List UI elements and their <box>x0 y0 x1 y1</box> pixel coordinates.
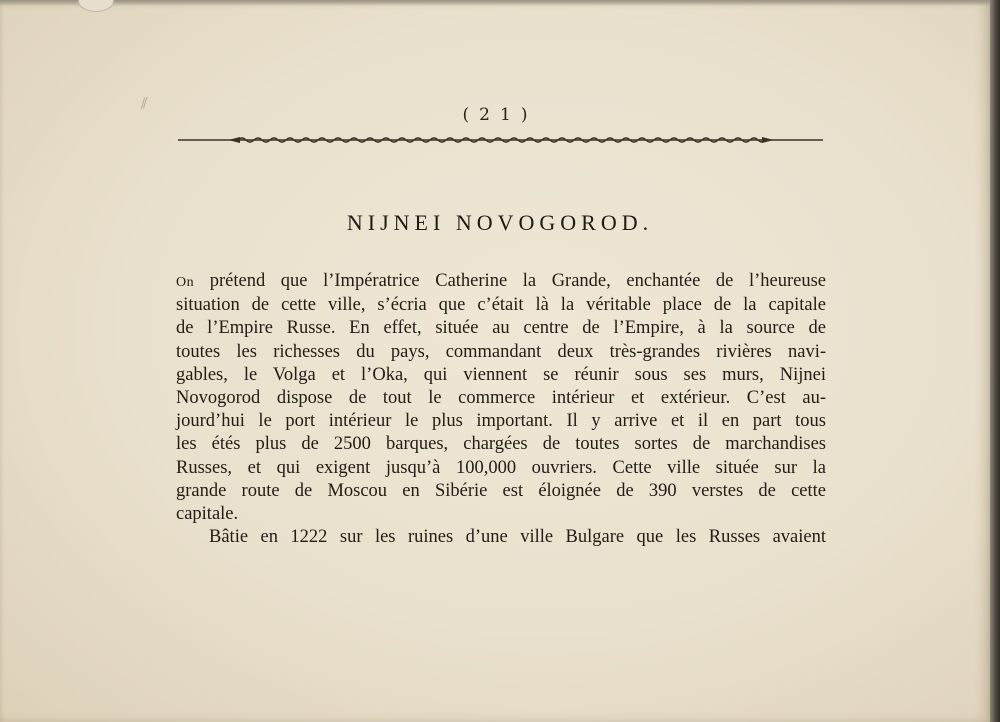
page-number <box>440 105 560 125</box>
page-number-value: 21 <box>479 105 521 125</box>
text-line: capitale. <box>176 504 239 525</box>
text-line: les étés plus de 2500 barques, chargées de toutes sortes de marchandises <box>176 434 826 455</box>
decorative-rule <box>178 134 823 146</box>
drop-word: On <box>176 275 195 290</box>
text-line-rest: prétend que l’Impératrice Catherine la Grande, enchantée de l’heureuse <box>194 271 826 291</box>
text-line: Russes, et qui exigent jusqu’à 100,000 ouvriers. Cette ville située sur la <box>176 457 826 478</box>
text-line: toutes les richesses du pays, commandant deux très-grandes rivières navi- <box>176 341 826 362</box>
margin-pencil-mark: ⁄⁄ <box>140 95 149 113</box>
text-line: Novogorod dispose de tout le commerce intérieur et extérieur. C’est au- <box>176 388 826 409</box>
body-paragraph <box>176 270 826 549</box>
page-top-edge <box>0 0 990 6</box>
text-line: Bâtie en 1222 sur les ruines d’une ville Bulgare que les Russes avaient <box>209 527 826 548</box>
page-number-open-paren: ( <box>462 105 480 125</box>
page-hole <box>78 0 114 12</box>
page-number-close-paren: ) <box>520 105 538 125</box>
chapter-title: NIJNEI NOVOGOROD. <box>346 210 654 235</box>
text-line: situation de cette ville, s’écria que c’était là la véritable place de la capitale <box>176 295 826 316</box>
text-line: de l’Empire Russe. En effet, située au centre de l’Empire, à la source de <box>176 318 826 339</box>
text-line <box>176 270 826 294</box>
page-edge-shadow <box>990 0 1000 722</box>
text-line: grande route de Moscou en Sibérie est éloignée de 390 verstes de cette <box>176 480 826 501</box>
text-line: jourd’hui le port intérieur le plus important. Il y arrive et il en part tous <box>176 411 826 432</box>
text-line: gables, le Volga et l’Oka, qui viennent se réunir sous ses murs, Nijnei <box>176 364 826 385</box>
